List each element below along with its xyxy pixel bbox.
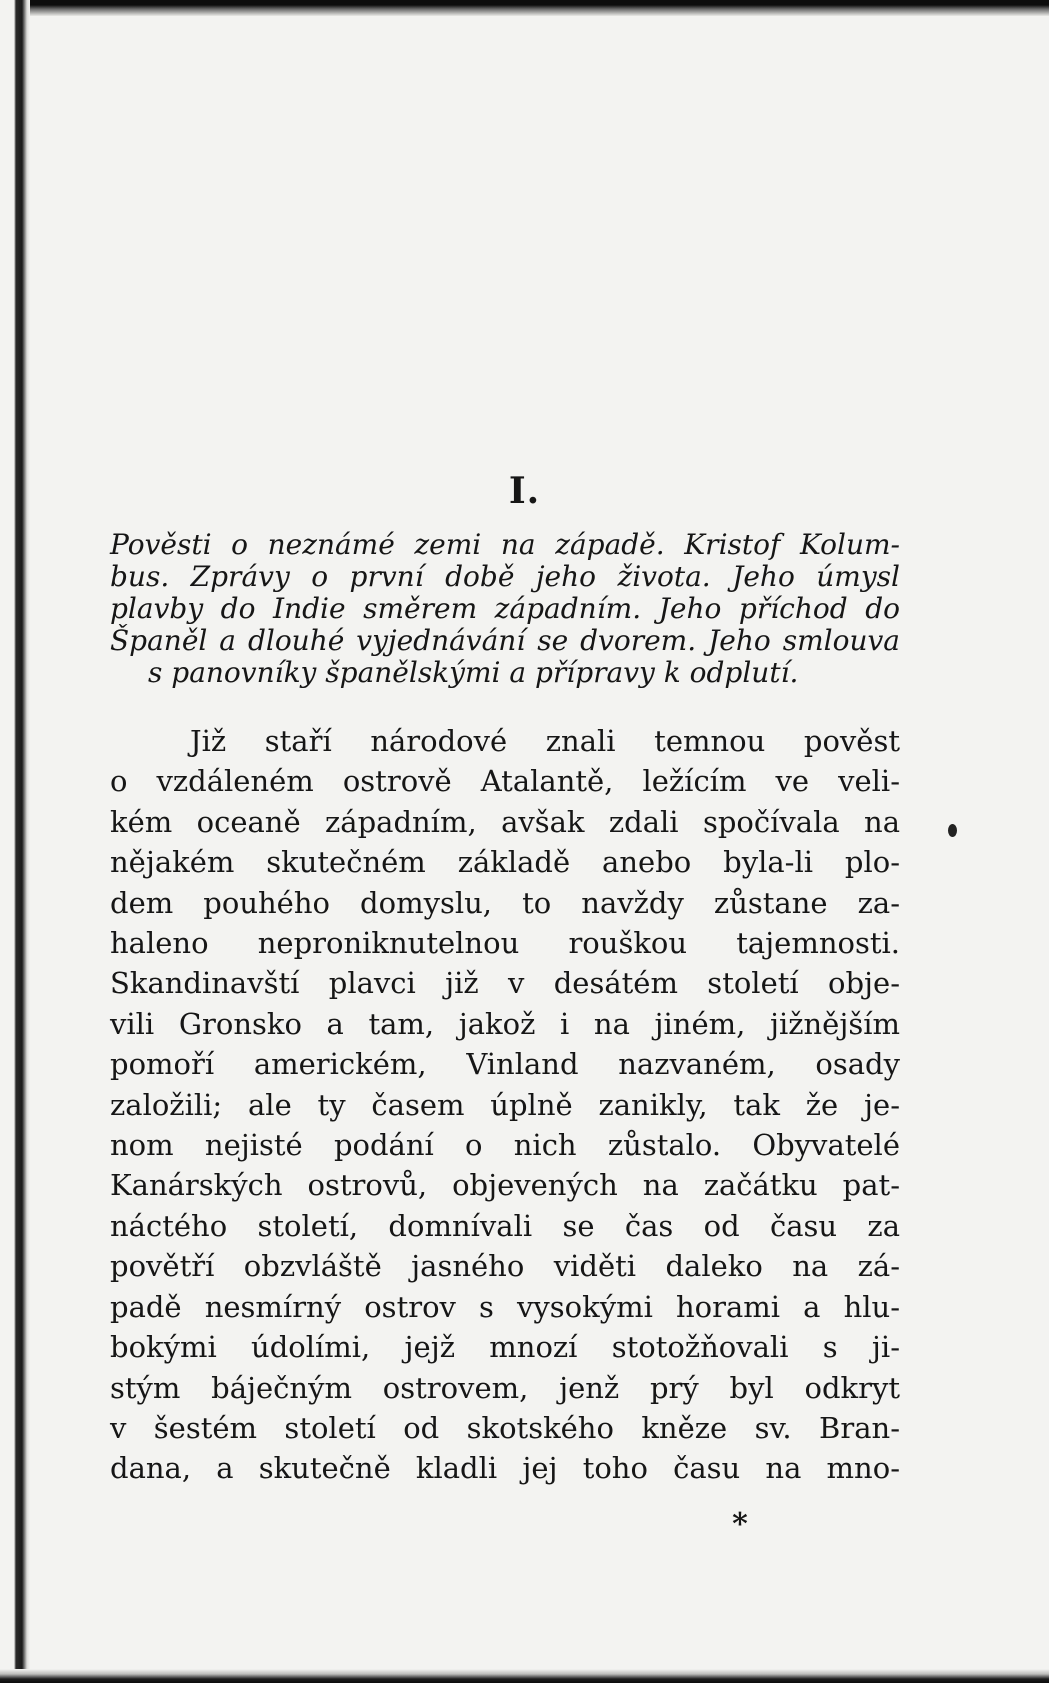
body-line: vili Gronsko a tam, jakož i na jiném, jižnějším — [110, 1006, 900, 1041]
scan-edge-top — [0, 0, 1049, 16]
scan-edge-bottom — [0, 1669, 1049, 1683]
body-line: Již staří národové znali temnou pověst — [190, 724, 900, 758]
body-line: o vzdáleném ostrově Atalantě, ležícím ve veli- — [110, 764, 900, 799]
body-line: náctého století, domnívali se čas od času za — [110, 1208, 900, 1243]
chapter-summary — [110, 529, 900, 689]
body-line: nom nejisté podání o nich zůstalo. Obyvatelé — [110, 1128, 900, 1163]
summary-line: plavby do Indie směrem západním. Jeho příchod do — [110, 592, 900, 625]
body-line: dem pouhého domyslu, to navždy zůstane za- — [110, 885, 900, 920]
body-line: bokými údolími, jejž mnozí stotožňovali s ji- — [110, 1330, 900, 1365]
summary-line: Španěl a dlouhé vyjednávání se dvorem. Jeho smlouva — [110, 624, 900, 657]
body-line: povětří obzvláště jasného viděti daleko na zá- — [110, 1249, 900, 1284]
body-line: padě nesmírný ostrov s vysokými horami a hlu- — [110, 1289, 900, 1324]
body-line: Kanárských ostrovů, objevených na začátku pat- — [110, 1168, 900, 1203]
body-line: kém oceaně západním, avšak zdali spočívala na — [110, 804, 900, 839]
body-line: haleno neproniknutelnou rouškou tajemnosti. — [110, 926, 900, 961]
body-line: dana, a skutečně kladli jej toho času na mno- — [110, 1451, 900, 1486]
chapter-number: I. — [508, 470, 541, 512]
summary-line: bus. Zprávy o první době jeho života. Jeho úmysl — [110, 560, 900, 593]
body-line: Skandinavští plavci již v desátém století obje- — [110, 966, 900, 1001]
summary-line: s panovníky španělskými a přípravy k odplutí. — [148, 656, 799, 689]
body-line: stým báječným ostrovem, jenž prý byl odkryt — [110, 1370, 900, 1405]
signature-mark: * — [732, 1507, 748, 1542]
scan-edge-left — [0, 0, 30, 1683]
body-paragraph — [110, 721, 900, 1489]
summary-line: Pověsti o neznámé zemi na západě. Kristof Kolum- — [110, 528, 900, 561]
body-line: v šestém století od skotského kněze sv. Bran- — [110, 1410, 900, 1445]
body-line: nějakém skutečném základě anebo byla-li plo- — [110, 845, 900, 880]
ink-speck — [948, 824, 957, 837]
body-line: založili; ale ty časem úplně zanikly, tak že je- — [110, 1087, 900, 1122]
body-line: pomoří americkém, Vinland nazvaném, osady — [110, 1047, 900, 1082]
